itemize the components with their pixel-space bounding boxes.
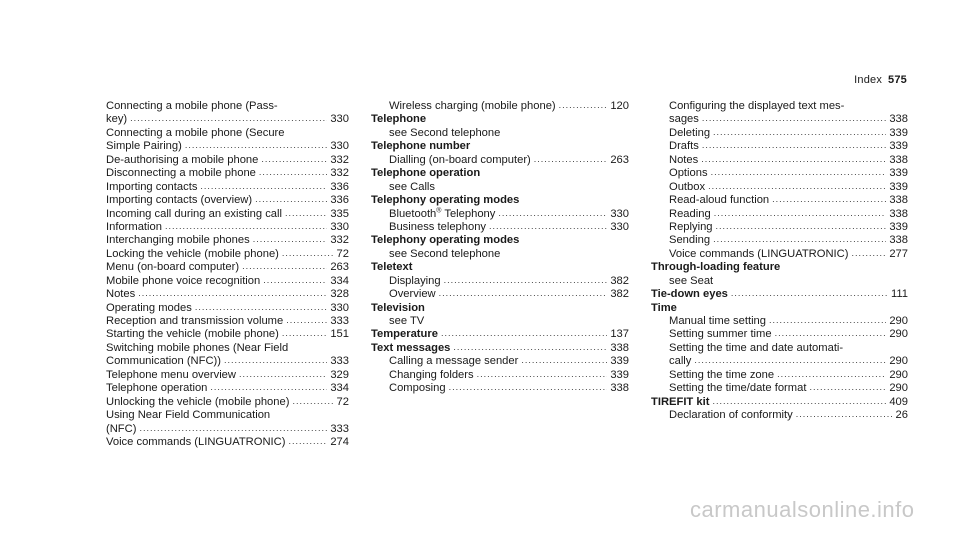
index-entry: Operating modes ..... 330 [88,302,349,315]
index-entry: Bluetooth® Telephony ..... 330 [371,208,629,221]
index-entry: Reception and transmission volume ..... 333 [88,315,349,328]
page-ref: 339 [889,167,908,180]
index-entry: Unlocking the vehicle (mobile phone) ..... 72 [88,396,349,409]
index-entry: Declaration of conformity ..... 26 [651,409,908,422]
index-entry: cally ..... 290 [651,355,908,368]
page-ref: 290 [889,315,908,327]
index-heading: Telephony operating modes [371,194,520,207]
index-heading-entry: Temperature ..... 137 [371,328,629,341]
page-ref: 72 [336,247,349,260]
index-heading: Television [371,301,425,314]
index-heading: Through-loading feature [651,261,781,274]
page-ref: 382 [610,288,629,301]
page-ref: 328 [330,288,349,301]
page-ref: 333 [330,422,349,435]
page-ref: 339 [889,220,908,233]
index-entry: Voice commands (LINGUATRONIC) ..... 274 [88,436,349,449]
index-heading-entry: Tie-down eyes ..... 111 [651,288,908,301]
index-entry: (NFC) ..... 333 [88,423,349,436]
page-ref: 333 [330,315,349,327]
page-ref: 338 [889,234,908,247]
index-entry: Importing contacts ..... 336 [88,181,349,194]
index-entry: Outbox ..... 339 [651,181,908,194]
index-entry: Calling a message sender ..... 339 [371,355,629,368]
page-ref: 382 [610,274,629,287]
index-entry: Business telephony ..... 330 [371,221,629,234]
index-entry: Mobile phone voice recognition ..... 334 [88,275,349,288]
index-entry: Disconnecting a mobile phone ..... 332 [88,167,349,180]
index-column-1 [88,100,349,449]
index-entry: Setting the time/date format ..... 290 [651,382,908,395]
page-ref: 338 [889,207,908,220]
index-entry: Incoming call during an existing call ..... 335 [88,208,349,221]
page-ref: 409 [889,395,908,408]
page-ref: 339 [889,180,908,193]
page-ref: 332 [330,234,349,247]
page-header [854,74,907,86]
page-ref: 339 [889,126,908,139]
index-entry-line: Switching mobile phones (Near Field [106,341,289,354]
index-entry: Telephone operation ..... 334 [88,382,349,395]
index-entry: Locking the vehicle (mobile phone) ..... 72 [88,248,349,261]
page-ref: 330 [330,113,349,126]
index-entry: Reading ..... 338 [651,208,908,221]
index-entry: Manual time setting ..... 290 [651,315,908,328]
page-ref: 339 [889,140,908,153]
page-ref: 339 [610,368,629,381]
watermark: carmanualsonline.info [690,497,915,522]
page-ref: 330 [610,207,629,220]
page-ref: 332 [330,153,349,166]
index-entry: Notes ..... 328 [88,288,349,301]
index-entry: De-authorising a mobile phone ..... 332 [88,154,349,167]
index-heading: Telephony operating modes [371,234,520,247]
index-entry: Changing folders ..... 339 [371,369,629,382]
page-ref: 290 [889,368,908,381]
page-ref: 330 [330,140,349,153]
page-ref: 338 [889,113,908,126]
page-ref: 290 [889,382,908,395]
page-ref: 338 [889,153,908,166]
page-ref: 330 [330,301,349,314]
index-entry: Setting summer time ..... 290 [651,328,908,341]
page-ref: 329 [330,368,349,381]
index-entry: Voice commands (LINGUATRONIC) ..... 277 [651,248,908,261]
index-entry: Replying ..... 339 [651,221,908,234]
index-entry: Notes ..... 338 [651,154,908,167]
index-entry-line: Connecting a mobile phone (Secure [106,126,285,139]
index-entry: Simple Pairing) ..... 330 [88,140,349,153]
index-heading: Telephone number [371,140,471,153]
index-entry: Wireless charging (mobile phone) ..... 120 [371,100,629,113]
index-heading: Teletext [371,261,413,274]
page-ref: 334 [330,274,349,287]
page-ref: 290 [889,355,908,368]
index-entry: Setting the time zone ..... 290 [651,369,908,382]
index-entry: Telephone menu overview ..... 329 [88,369,349,382]
page-ref: 339 [610,355,629,368]
see-reference: see Seat [669,274,714,287]
page-ref: 332 [330,167,349,180]
page-ref: 336 [330,180,349,193]
see-reference: see Second telephone [389,126,501,139]
index-entry: Drafts ..... 339 [651,140,908,153]
page-ref: 111 [890,288,908,301]
page-number: 575 [888,74,907,86]
page-ref: 263 [330,261,349,274]
index-entry: Composing ..... 338 [371,382,629,395]
see-reference: see Calls [389,180,436,193]
page-ref: 338 [610,341,629,354]
index-entry: Menu (on-board computer) ..... 263 [88,261,349,274]
index-entry: Options ..... 339 [651,167,908,180]
page-ref: 151 [330,328,349,341]
index-entry: Communication (NFC)) ..... 333 [88,355,349,368]
see-reference: see Second telephone [389,247,501,260]
index-heading-entry: TIREFIT kit ..... 409 [651,396,908,409]
index-entry: Sending ..... 338 [651,234,908,247]
page-ref: 263 [610,153,629,166]
page-ref: 277 [889,247,908,260]
index-entry-line: Setting the time and date automati- [669,341,844,354]
page-ref: 137 [610,328,629,341]
index-column-2 [371,100,629,396]
index-entry-line: Connecting a mobile phone (Pass- [106,100,278,112]
index-entry: Interchanging mobile phones ..... 332 [88,234,349,247]
page-ref: 330 [610,220,629,233]
index-entry: Read-aloud function ..... 338 [651,194,908,207]
index-entry: Displaying ..... 382 [371,275,629,288]
index-heading: Telephone [371,113,427,126]
page-ref: 120 [610,100,629,112]
page-ref: 334 [330,382,349,395]
page-ref: 26 [895,409,908,422]
index-entry: Overview ..... 382 [371,288,629,301]
index-heading-entry: Text messages ..... 338 [371,342,629,355]
page-ref: 72 [336,395,349,408]
index-entry-line: Configuring the displayed text mes- [669,100,845,112]
index-entry: Deleting ..... 339 [651,127,908,140]
page-ref: 338 [889,194,908,207]
index-entry: Importing contacts (overview) ..... 336 [88,194,349,207]
index-entry: Dialling (on-board computer) ..... 263 [371,154,629,167]
header-label: Index [854,74,883,86]
page-ref: 336 [330,194,349,207]
see-reference: see TV [389,315,425,327]
index-entry: Starting the vehicle (mobile phone) ..... 151 [88,328,349,341]
page-ref: 333 [330,355,349,368]
page-ref: 274 [330,435,349,448]
index-entry: Information ..... 330 [88,221,349,234]
index-entry: key) ..... 330 [88,113,349,126]
page-ref: 335 [330,207,349,220]
index-heading: Time [651,301,677,314]
page-ref: 330 [330,220,349,233]
index-entry-line: Using Near Field Communication [106,409,271,422]
index-heading: Telephone operation [371,167,481,180]
page-ref: 338 [610,382,629,395]
index-entry: sages ..... 338 [651,113,908,126]
page-ref: 290 [889,328,908,341]
index-column-3 [651,100,908,423]
registered-mark: ® [436,206,442,214]
